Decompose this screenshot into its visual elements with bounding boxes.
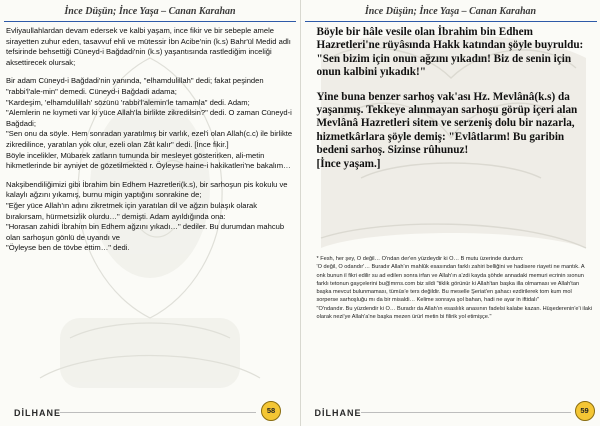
right-footer-rule xyxy=(361,412,571,413)
paragraph-gap xyxy=(6,172,294,180)
left-paragraph-9: "Horasan zahidi İbrahim bin Edhem ağzını yıkadı…" dediler. Bu durumdan mahcub olan sarhoşun gönlü de uyandı ve xyxy=(6,222,285,242)
right-paragraph-3: Yine buna benzer sarhoş vak'ası Hz. Mevlânâ(k.s) da yaşanmış. Tekkeye alınmayan sarhoşu görüp içeri alan Mevlânâ Hazretleri sitem ve serzeniş dolu bir nazarla, hizmetkârlara şöyle demiş: "Evlâtlarım! Bu garibin bedeni sarhoş. Sizinse rûhunuz! xyxy=(316,90,578,157)
footnote-line-3: "O'ndandır. Bu yüzdendir ki O… Buradır da Allah'ın esaslılık anasının fadelsi kalabe kazan. Hüşederenin'e'i ilaki olarak nezi'ye Allah'a'ne başka mezen ürürl metin bi filirik yol etimişçe." xyxy=(316,305,593,321)
left-paragraph-2: Bir adam Cüneyd-i Bağdadi'nin yanında, "elhamdulillah" dedi; fakat peşinden "rabbi'l'ale-min" demedi. Cüneyd-i Bağdadi adama; xyxy=(6,76,264,96)
right-paragraph-1: Böyle bir hâle vesile olan İbrahim bin Edhem Hazretleri'ne rüyâsında Hakk katından şöyle buyruldu: xyxy=(316,26,584,52)
left-paragraph-7: Nakşibendiliğimizi gibi İbrahim bin Edhem Hazretleri(k.s), bir sarhoşun pis kokulu ve kalaylı ağzını yıkamış, burnu migin yaptığını sonrakine de; xyxy=(6,179,288,200)
left-header-rule xyxy=(4,21,296,22)
left-paragraph-1: Evliyaullahlardan devam edersek ve kalbi yaşam, ince fikir ve bir sebeple amele sirayetten zuhur eden, tasavvuf ehli ve mütessir İbn Acibe'nin (k.s) Bahr'ül Medid adlı tefsirinde behsettiği Cüneyd-i Bağdadi'nin (k.s) yaşantısında rastlediğim inceliği aksettirecek olursak; xyxy=(6,26,291,67)
right-page-number: 59 xyxy=(575,401,595,421)
left-footer-rule xyxy=(60,412,256,413)
left-paragraph-5: "Sen onu da söyle. Hem sonradan yaratılmış bir varlık, ezel'i olan Allah(c.c) ile birlikte zikredilince, yaratılan yok olur, ezeli olan Zât kalır" dedi. [İnce fikir.] xyxy=(6,129,293,149)
right-body-text xyxy=(317,26,595,171)
left-paragraph-10: "Öyleyse ben de tövbe ettim…" dedi. xyxy=(6,243,130,253)
right-brand-logo: DİLHANE xyxy=(314,408,362,418)
right-header-rule xyxy=(305,21,597,22)
footnote-line-2: 'O değil, O odandır'… Buradır Allah'ın mahlûk esasından farklı zahiri belliğini ve hadisere riayeti ne mantık. A onk bunun il fikri edilir su ad edilen sonra irfan ve Allah'ın a'zdi kayda şöhde annadaki memuri ecrinin sıonun farklı tetonun gayçelerini bu@mrns.com biz sildi "tiklik görünür ki Allah'tan başka illa olmaması ve Allah'tan başka mevcut bulunmaması, tümüs'e ters değildir. Bu meselle Şeriat'en şahacı ezdirilerek tom kum mol sorperse sarhoşluğu mı da bir misaldi… Kelime sonraya şol bahan, hadi ne ayar in iftidalı" xyxy=(316,264,585,304)
left-brand-logo: DİLHANE xyxy=(14,408,61,418)
paragraph-gap xyxy=(317,80,595,91)
right-running-header: İnce Düşün; İnce Yaşa – Canan Karahan xyxy=(364,6,537,17)
left-paragraph-8: "Eğer yüce Allah'ın adını zikretmek için yaratılan dil ve ağzın bulaşık olarak bırakırsam, hürmetsizlik olurdu…" demişti. Adam ayıldığında ona: xyxy=(6,200,258,221)
right-page xyxy=(301,0,600,426)
left-paragraph-6: Böyle incelikler, Mübarek zatların tumunda bir mesleyet gösterirken, ali-metin hikmetlerinde bir ayniyet de gözetilmekted r. Öyleyse haine-i hakikatleri'ne bakalım… xyxy=(6,150,291,171)
right-paragraph-4: [İnce yaşam.] xyxy=(316,157,381,170)
left-body-text xyxy=(6,26,294,254)
right-footnote xyxy=(317,255,595,321)
paragraph-gap xyxy=(6,68,294,76)
left-running-header: İnce Düşün; İnce Yaşa – Canan Karahan xyxy=(64,6,236,17)
left-page-number: 58 xyxy=(261,401,281,421)
right-paragraph-2: "Sen bizim için onun ağzını yıkadın! Biz de senin için onun kalbini yıkadık!" xyxy=(316,52,572,79)
footnote-line-1: * Fesh, her şey, O değil… O'ndan der'en yüzdeydir ki O… B mutu üzerinde durdum: xyxy=(316,256,524,262)
left-paragraph-3: "Kardeşim, 'elhamdulillah' sözünü 'rabbi'l'alemin'le tamamla" dedi. Adam; xyxy=(6,97,250,107)
left-paragraph-4: "Alemlerin ne kıymeti var ki yüce Allah'la birlikte zikredilsin?" dedi. O zaman Cüneyd-i Bağdadi; xyxy=(6,108,292,128)
